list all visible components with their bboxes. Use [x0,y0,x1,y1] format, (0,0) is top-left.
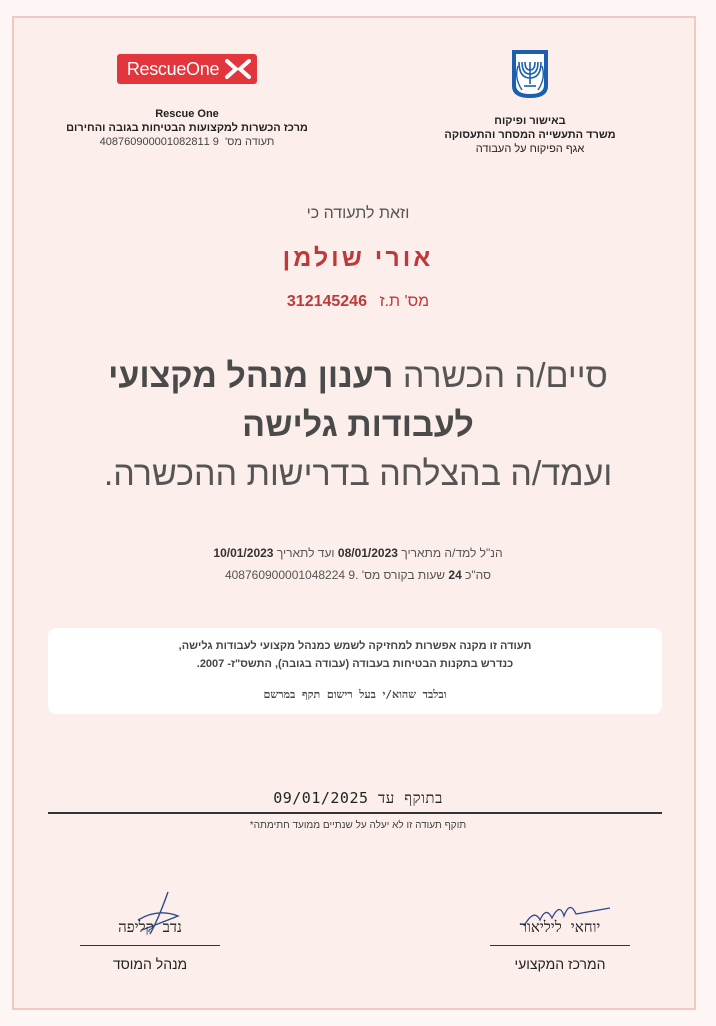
end-date: 10/01/2023 [213,546,274,560]
course-dates [0,542,716,586]
rescue-subtitle: מרכז הכשרות למקצועות הבטיחות בגובה והחירום [66,122,308,134]
state-emblem-icon [510,48,550,100]
logo-cross-icon [225,58,251,80]
cert-number-label: תעודה מס' [225,136,275,148]
left-signer-title: מנהל המוסד [112,956,188,972]
dates-prefix: הנ"ל למד/ה מתאריך [401,546,503,560]
notice-line-3: ובלבד שהוא/י בעל רישום תקף במרשם [263,688,447,701]
rescue-cert-number-line [52,136,322,148]
left-signer-name: נדב קליפה [118,918,182,936]
rescue-one-logo [117,54,257,84]
hours-prefix: סה"כ [465,568,492,582]
right-signer-name: יוחאי ליליאור [519,918,601,936]
notice-line-2: כנדרש בתקנות הבטיחות בעבודה (עבודה בגובה), התשס"ז- 2007. [196,658,514,670]
validity-note: תוקף תעודה זו לא יעלה על שנתיים ממועד חתימתה* [249,820,467,831]
left-signature-block [80,918,220,972]
ministry-approval: באישור ופיקוח [494,115,566,127]
rescue-org-name: Rescue One [155,108,219,120]
right-signer-title: המרכז המקצועי [514,956,606,972]
main-statement [40,352,676,499]
rescue-one-header [52,54,322,148]
id-number: 312145246 [286,293,367,310]
logo-text: RescueOne [126,58,220,79]
hours-suffix: שעות בקורס מס' [361,568,446,582]
id-line [0,293,716,311]
cert-number: 408760900001082811 9 [99,136,219,148]
notice-box [48,628,662,714]
left-signature-line [80,945,220,946]
course-hours: 24 [448,568,462,582]
start-date: 08/01/2023 [337,546,398,560]
main-suffix: ועמד/ה בהצלחה בדרישות ההכשרה. [103,455,613,493]
right-signature-block [490,918,630,972]
validity-divider [48,812,662,814]
notice-line-1: תעודה זו מקנה אפשרות למחזיקה לשמש כמנהל מקצועי לעבודות גלישה, [178,640,532,652]
ministry-header [420,48,640,155]
course-number: 408760900001048224 9. [224,568,359,582]
certifies-text: וזאת לתעודה כי [306,205,410,222]
ministry-name: משרד התעשייה המסחר והתעסוקה [444,129,616,141]
main-prefix: סיים/ה הכשרה [402,357,608,395]
course-name-part1: רענון מנהל מקצועי [108,357,394,395]
holder-name: אורי שולמן [282,244,434,272]
ministry-department: אגף הפיקוח על העבודה [475,143,585,155]
right-signature-line [490,945,630,946]
course-name-part2: לעבודות גלישה [242,406,474,444]
valid-until: בתוקף עד 09/01/2025 [273,789,443,807]
certificate-frame [12,16,696,1010]
dates-mid: ועד לתאריך [276,546,335,560]
id-label: מס' ת.ז [379,293,430,310]
